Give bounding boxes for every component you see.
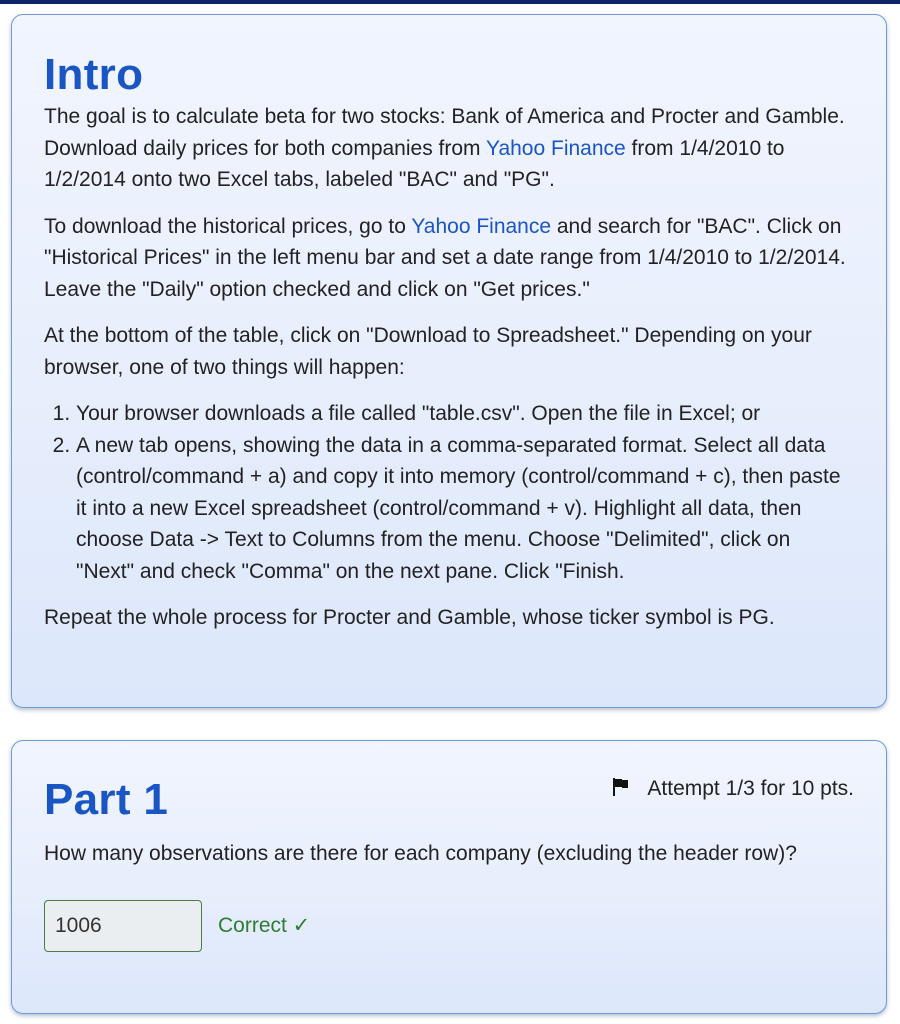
intro-p2-text-b: and search for "BAC". Click on "Historical Prices" in the left menu bar and set a date range from 1/4/2010 to 1/2/2014. Leave the "Daily" option checked and click on "Get prices." (44, 214, 846, 301)
part1-card (11, 740, 887, 1014)
download-steps-list (44, 398, 854, 587)
answer-input[interactable] (44, 900, 202, 952)
attempt-text: Attempt 1/3 for 10 pts. (647, 777, 854, 800)
top-bar (0, 0, 900, 4)
yahoo-finance-link-2[interactable]: Yahoo Finance (411, 214, 552, 238)
part1-question: How many observations are there for each company (excluding the header row)? (44, 842, 797, 865)
intro-p1-text-a: The goal is to calculate beta for two stocks: Bank of America and Procter and Gamble. Download daily prices for both companies from (44, 105, 845, 160)
intro-paragraph-2 (44, 211, 854, 306)
flag-icon[interactable] (612, 777, 630, 797)
intro-title: Intro (44, 50, 144, 99)
intro-paragraph-3: At the bottom of the table, click on "Download to Spreadsheet." Depending on your browser, one of two things will happen: (44, 324, 812, 379)
intro-paragraph-4: Repeat the whole process for Procter and Gamble, whose ticker symbol is PG. (44, 606, 775, 629)
intro-p1-text-b: from 1/4/2010 to 1/2/2014 onto two Excel tabs, labeled "BAC" and "PG". (44, 136, 785, 191)
intro-card (11, 14, 887, 708)
list-item: 1. Your browser downloads a file called "table.csv". Open the file in Excel; or (76, 398, 854, 430)
intro-p2-text-a: To download the historical prices, go to (44, 214, 412, 238)
answer-row (44, 900, 854, 952)
yahoo-finance-link-1[interactable]: Yahoo Finance (486, 136, 626, 160)
intro-paragraph-1 (44, 101, 854, 196)
attempt-indicator (612, 775, 854, 803)
part1-title: Part 1 (44, 775, 169, 824)
correct-feedback: Correct ✓ (218, 914, 311, 937)
part1-header (44, 741, 854, 830)
list-item: 2. A new tab opens, showing the data in a comma-separated format. Select all data (control/command + a) and copy it into memory (control/command + c), then paste it into a new Excel spreadsheet (control/command + v). Highlight all data, then choose Data -> Text to Columns from the menu. Choose "Delimited", click on "Next" and check "Comma" on the next pane. Click "Finish. (76, 430, 854, 588)
